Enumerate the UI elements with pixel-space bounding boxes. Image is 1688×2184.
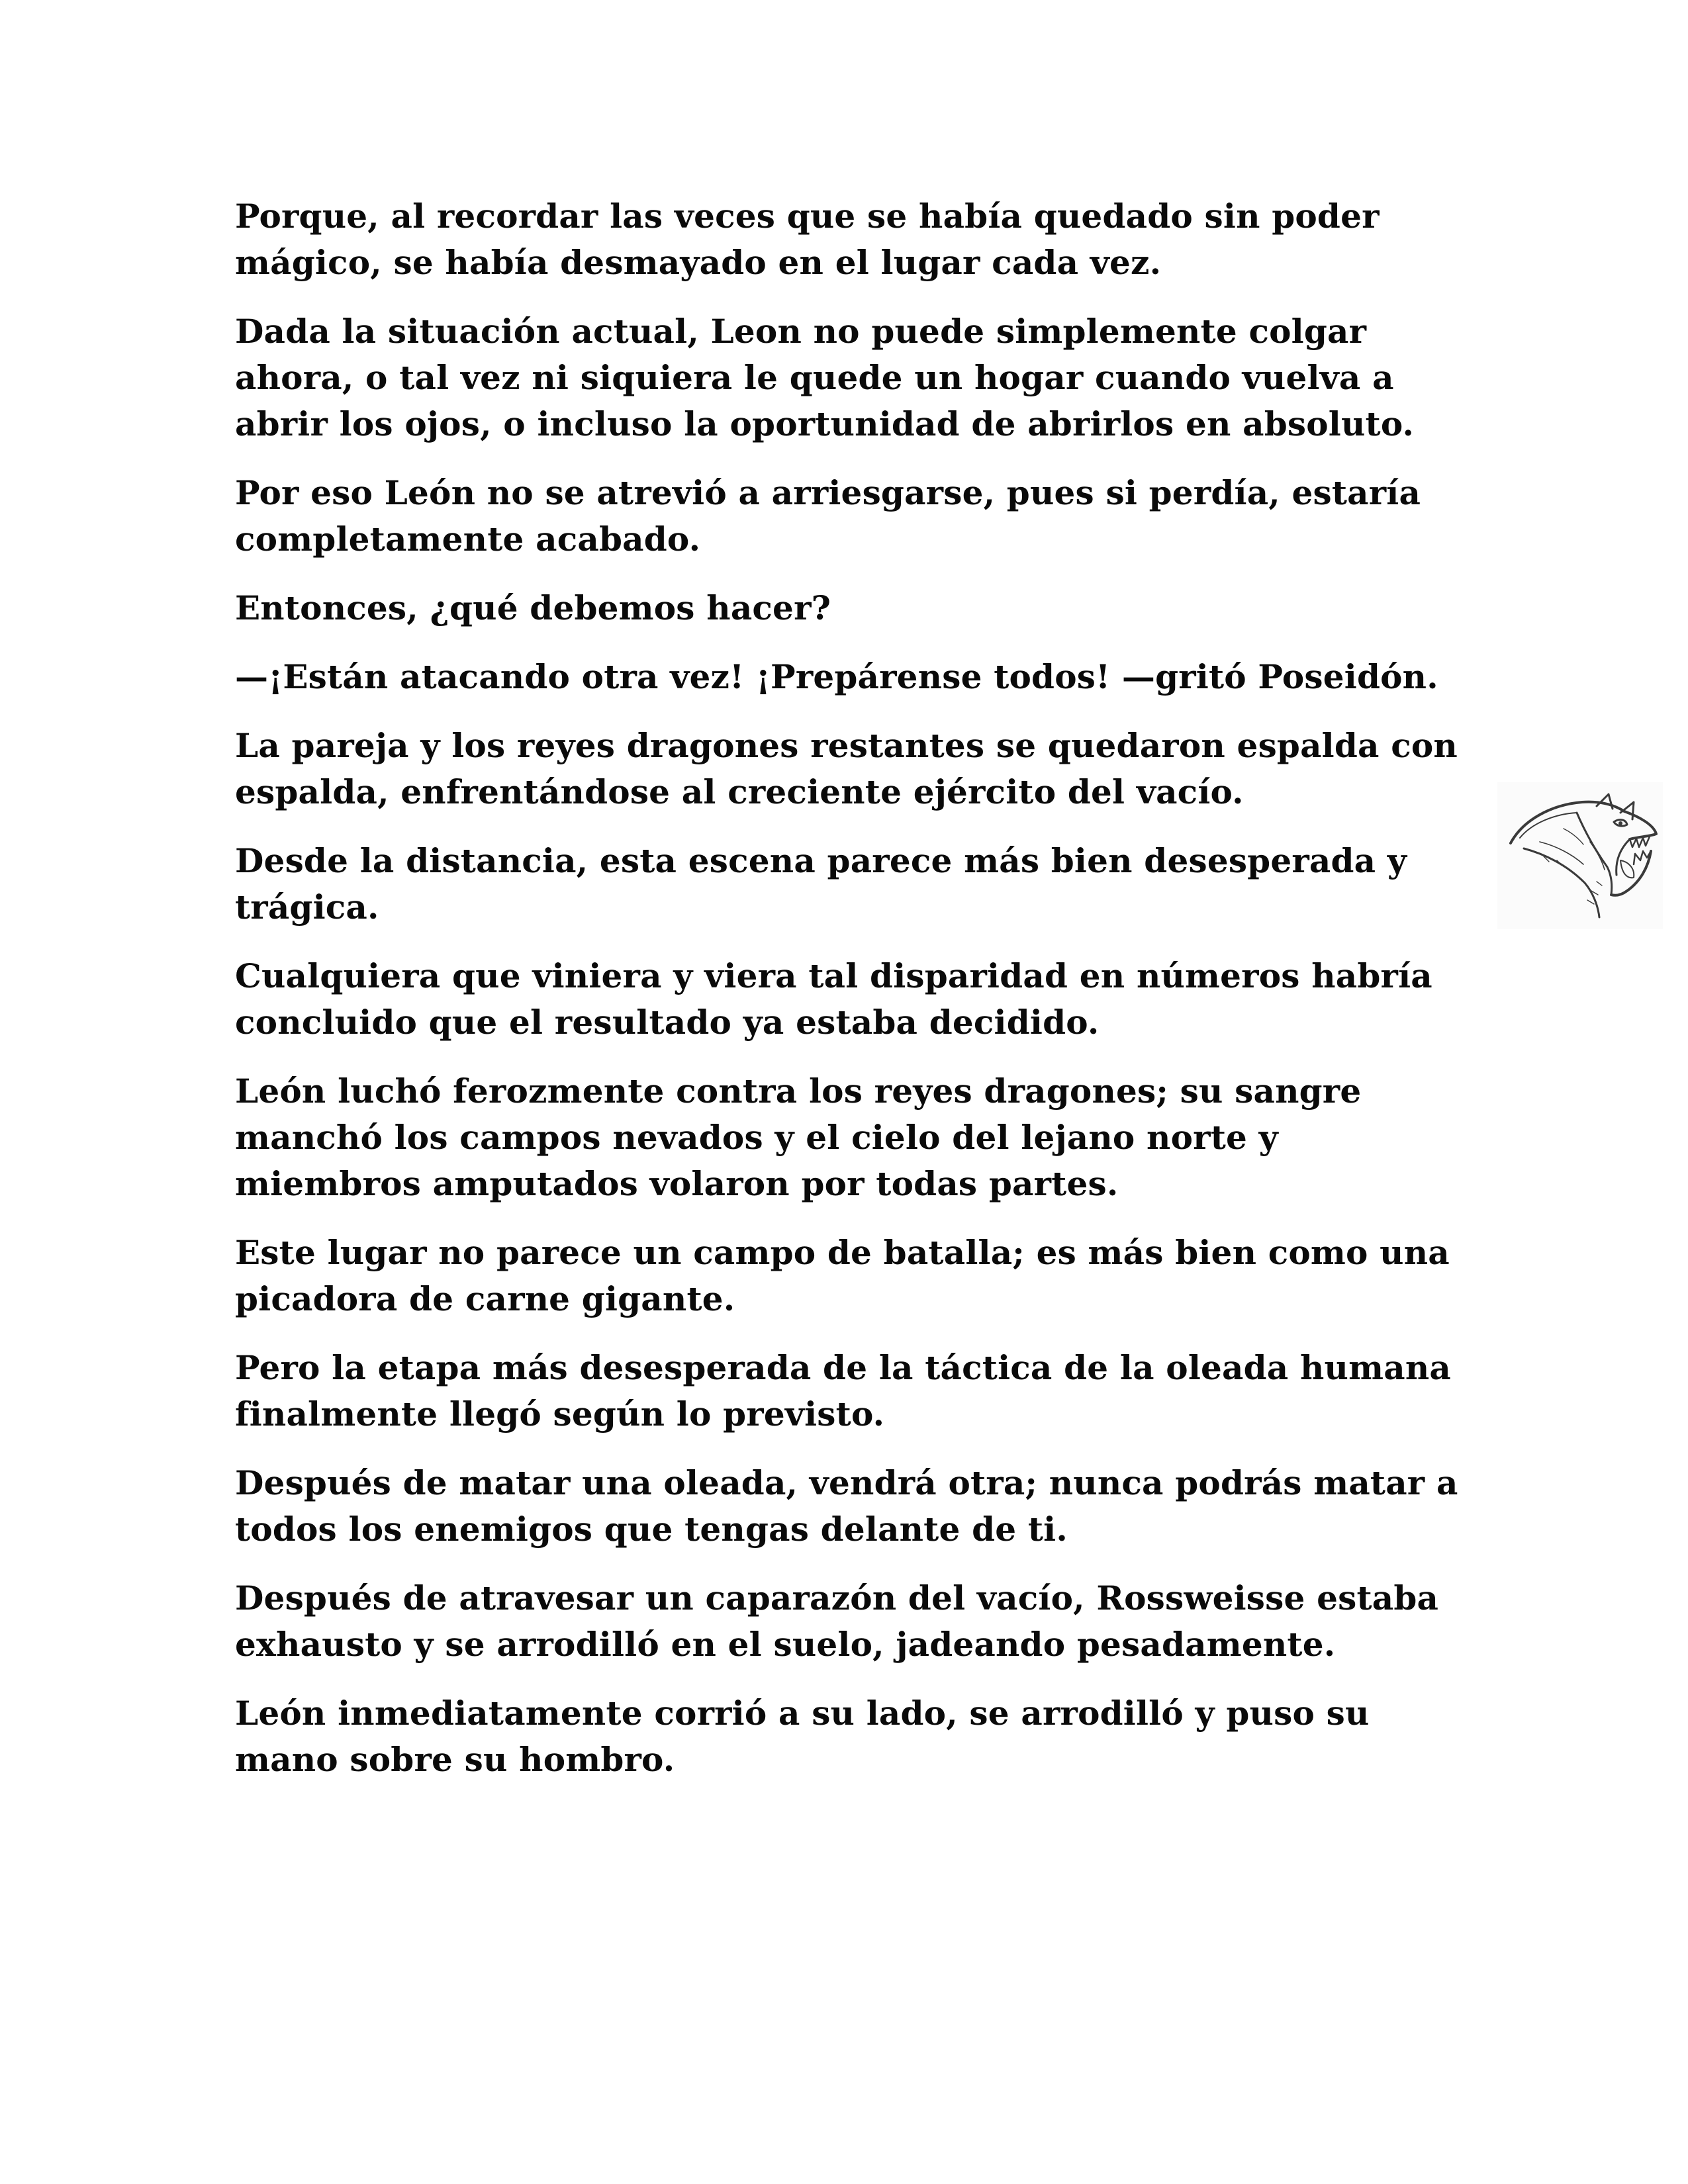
paragraph: Después de atravesar un caparazón del vacío, Rossweisse estaba exhausto y se arrodilló en el suelo, jadeando pesadamente. [235,1578,1439,1664]
paragraph: Desde la distancia, esta escena parece más bien desesperada y trágica. [235,841,1407,927]
paragraph: Porque, al recordar las veces que se había quedado sin poder mágico, se había desmayado en el lugar cada vez. [235,197,1380,282]
paragraph: —¡Están atacando otra vez! ¡Prepárense todos! —gritó Poseidón. [235,657,1438,696]
paragraph: León inmediatamente corrió a su lado, se arrodilló y puso su mano sobre su hombro. [235,1694,1370,1779]
paragraph: Cualquiera que viniera y viera tal disparidad en números habría concluido que el resultado ya estaba decidido. [235,956,1432,1042]
paragraph: Pero la etapa más desesperada de la táctica de la oleada humana finalmente llegó según lo previsto. [235,1348,1451,1433]
paragraph: Dada la situación actual, Leon no puede simplemente colgar ahora, o tal vez ni siquiera le quede un hogar cuando vuelva a abrir los ojos, o incluso la oportunidad de abrirlos en absoluto. [235,312,1415,443]
body-text [235,193,1460,1805]
dragon-head-sketch-icon [1497,782,1663,929]
paragraph: León luchó ferozmente contra los reyes dragones; su sangre manchó los campos nevados y el cielo del lejano norte y miembros amputados volaron por todas partes. [235,1071,1362,1203]
paragraph: Este lugar no parece un campo de batalla; es más bien como una picadora de carne gigante. [235,1233,1450,1318]
paragraph: Por eso León no se atrevió a arriesgarse, pues si perdía, estaría completamente acabado. [235,473,1421,559]
paragraph: Después de matar una oleada, vendrá otra; nunca podrás matar a todos los enemigos que tengas delante de ti. [235,1463,1458,1549]
paragraph: Entonces, ¿qué debemos hacer? [235,588,831,627]
paragraph: La pareja y los reyes dragones restantes se quedaron espalda con espalda, enfrentándose al creciente ejército del vacío. [235,726,1458,811]
